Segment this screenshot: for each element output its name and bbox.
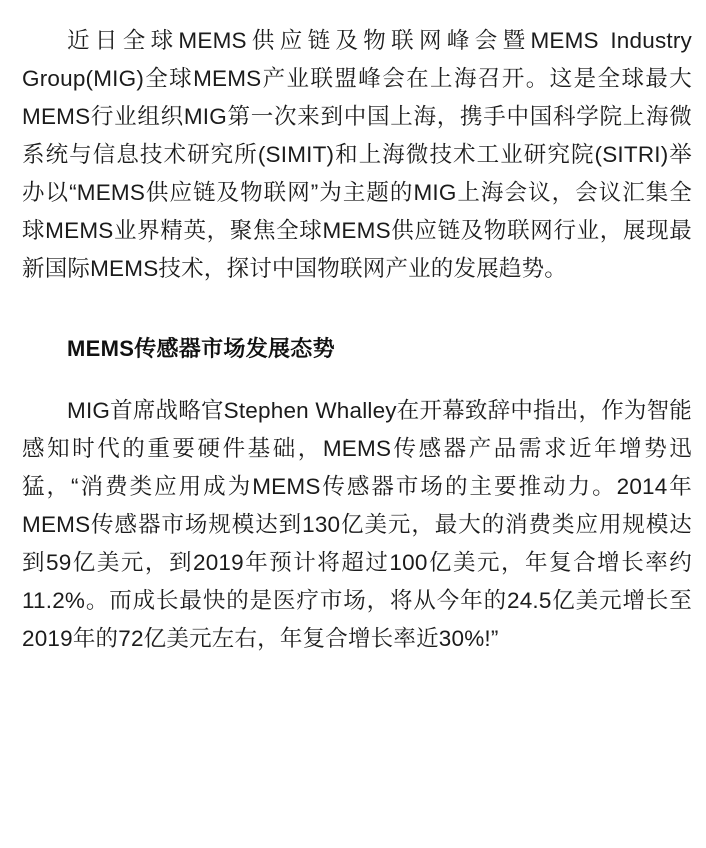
paragraph-intro: 近日全球MEMS供应链及物联网峰会暨MEMS Industry Group(MIG)全球MEMS产业联盟峰会在上海召开。这是全球最大MEMS行业组织MIG第一次来到中国上海，携手中国科学院上海微系统与信息技术研究所(SIMIT)和上海微技术工业研究院(SITRI)举办以“MEMS供应链及物联网”为主题的MIG上海会议，会议汇集全球MEMS业界精英，聚焦全球MEMS供应链及物联网行业，展现最新国际MEMS技术，探讨中国物联网产业的发展趋势。 [22,28,692,281]
section-heading-market-trends: MEMS传感器市场发展态势 [67,336,335,361]
paragraph-market-data: MIG首席战略官Stephen Whalley在开幕致辞中指出，作为智能感知时代的重要硬件基础，MEMS传感器产品需求近年增势迅猛，“消费类应用成为MEMS传感器市场的主要推动力。2014年MEMS传感器市场规模达到130亿美元，最大的消费类应用规模达到59亿美元，到2019年预计将超过100亿美元，年复合增长率约11.2%。而成长最快的是医疗市场，将从今年的24.5亿美元增长至2019年的72亿美元左右，年复合增长率近30%!” [22,398,692,651]
